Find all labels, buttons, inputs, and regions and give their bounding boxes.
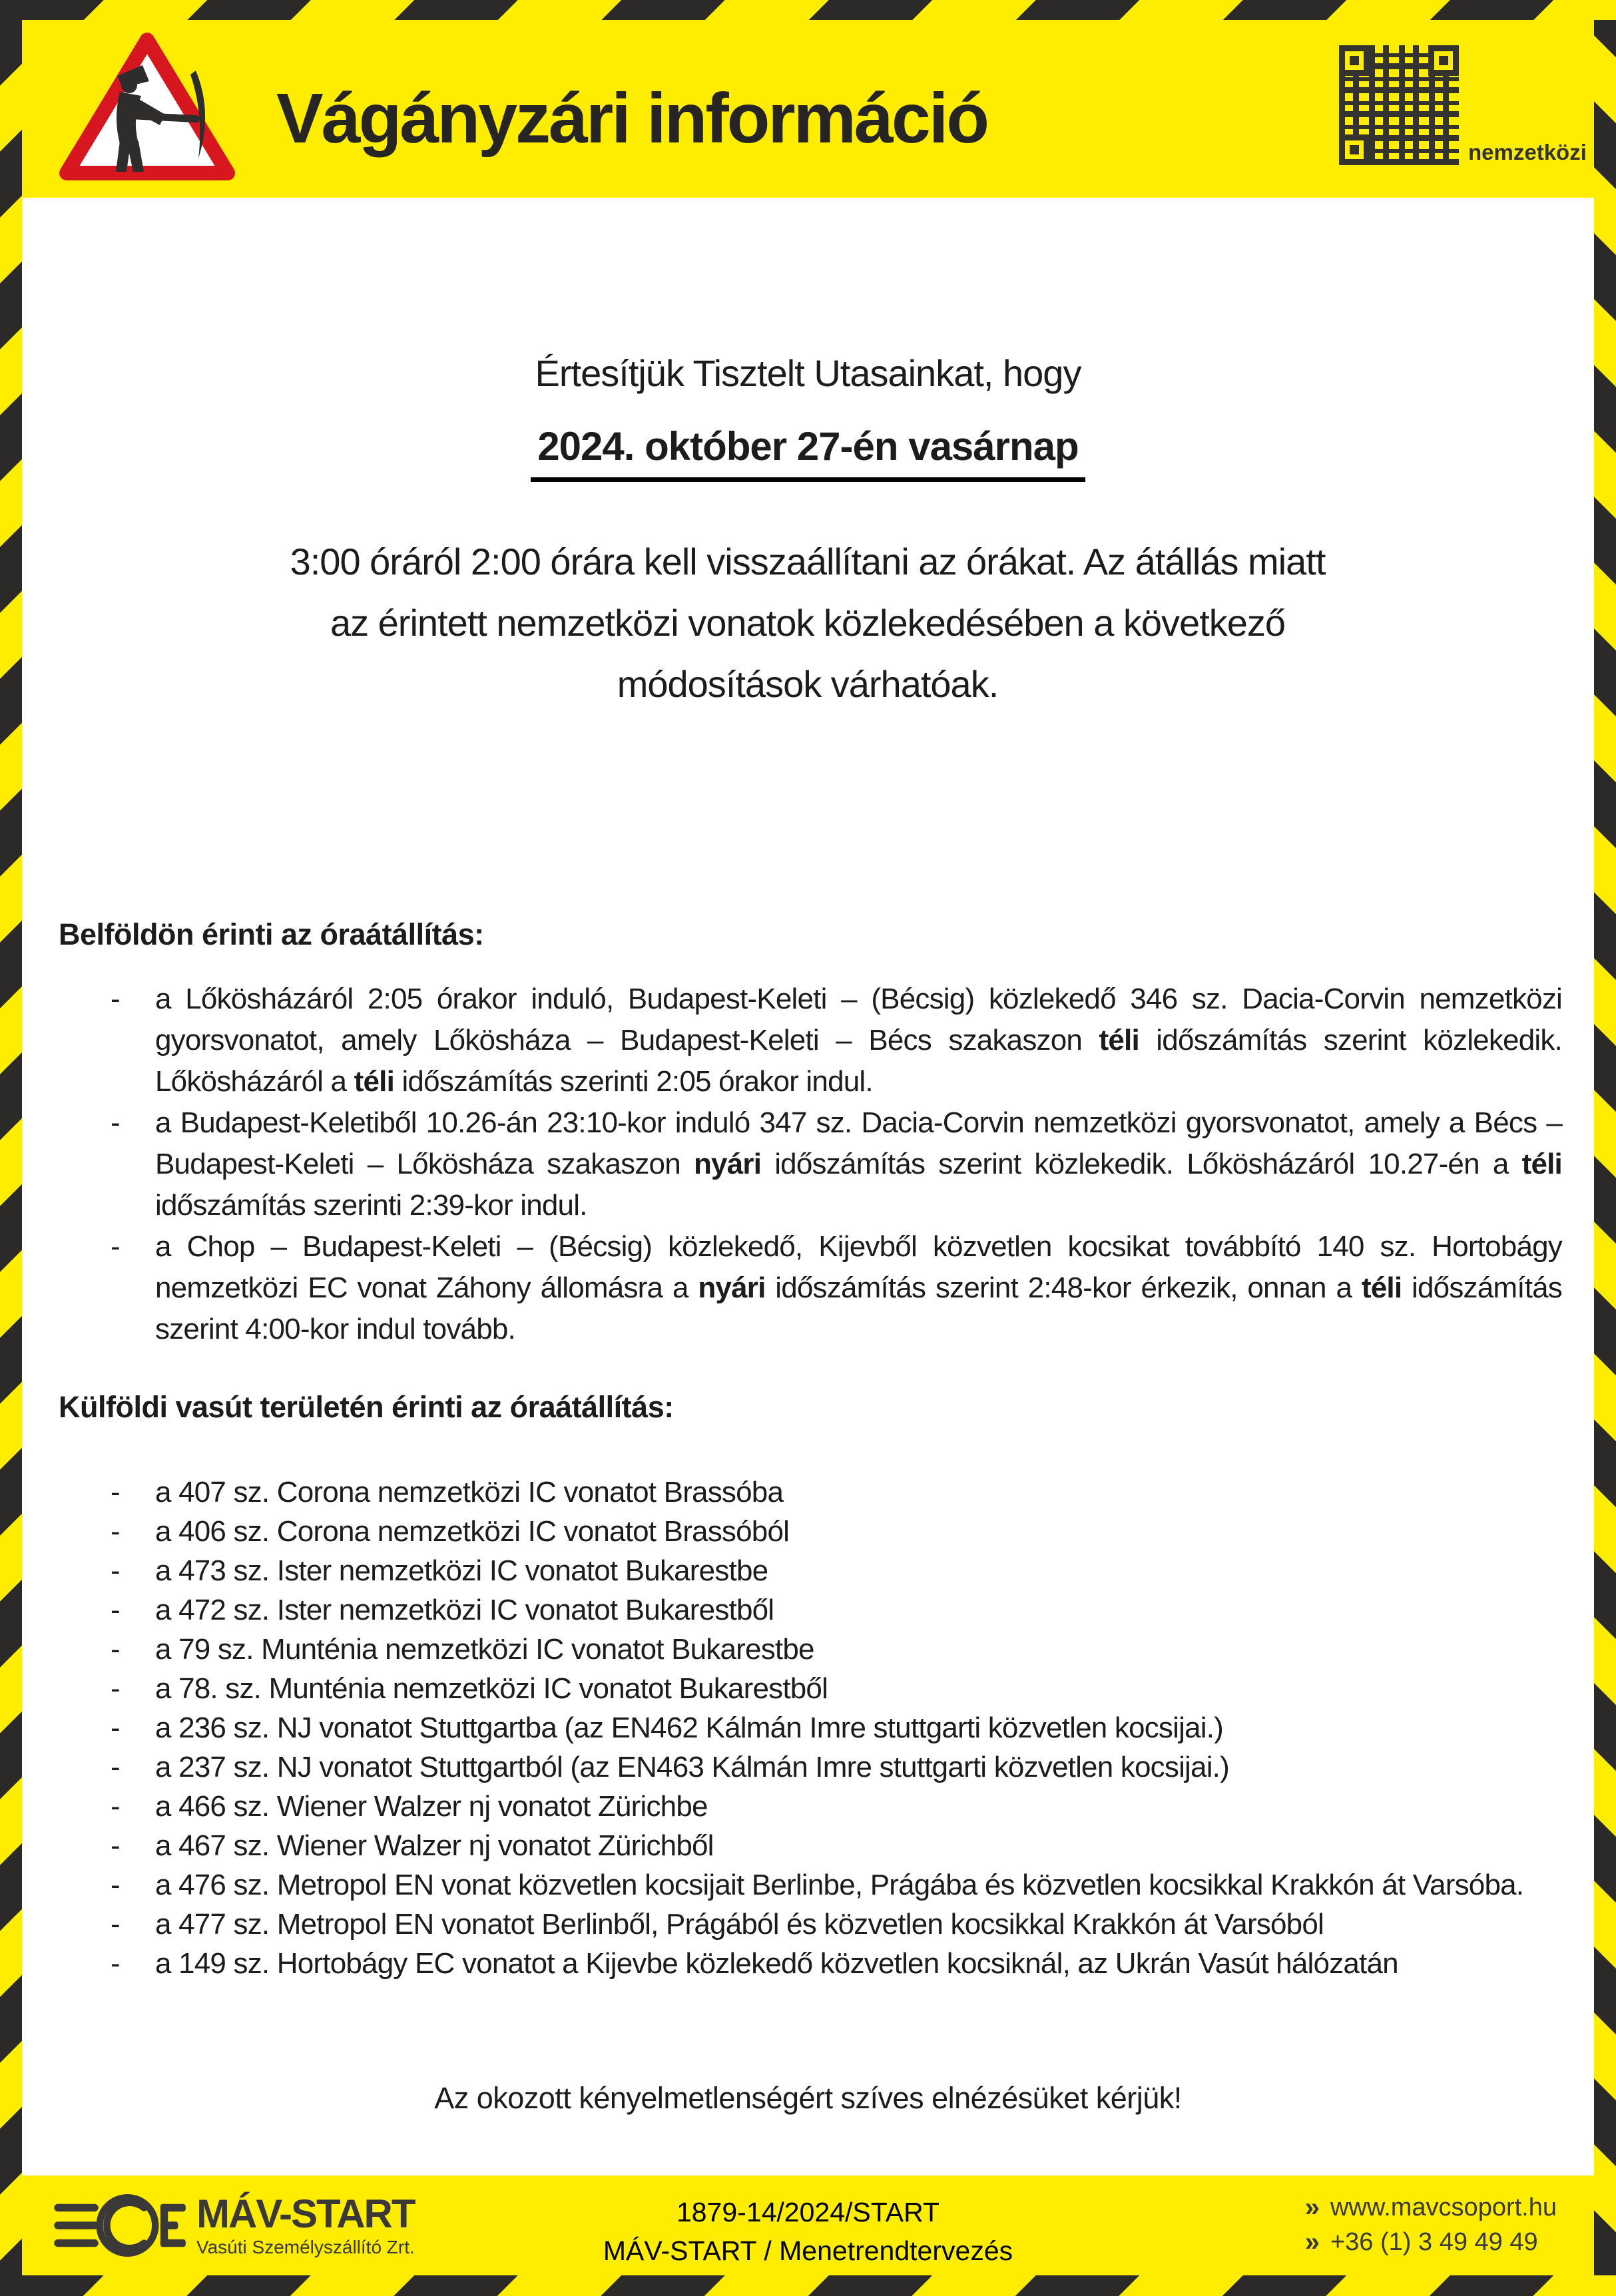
event-date [0, 423, 1616, 482]
list-item: - a Budapest-Keletiből 10.26-án 23:10-kor induló 347 sz. Dacia-Corvin nemzetközi gyorsvonatot, amely a Bécs – Budapest-Keleti – Lőkösháza szakaszon nyári időszámítás szerint közlekedik. Lőkösházáról 10.27-én a téli időszámítás szerinti 2:39-kor indul. [111, 1102, 1562, 1226]
lead-paragraph [62, 531, 1553, 715]
qr-finder-icon [1428, 45, 1459, 76]
hazard-stripe-bottom [0, 2275, 1616, 2296]
phone-link [1305, 2225, 1557, 2259]
phone-text: +36 (1) 3 49 49 49 [1330, 2228, 1538, 2256]
list-item: - a 476 sz. Metropol EN vonat közvetlen kocsijait Berlinbe, Prágába és közvetlen kocsikkal Krakkón át Varsóba. [111, 1865, 1562, 1905]
section-heading-foreign: Külföldi vasút területén érinti az óraátállítás: [59, 1390, 674, 1424]
qr-finder-icon [1339, 134, 1370, 165]
section-heading-domestic: Belföldön érinti az óraátállítás: [59, 917, 484, 951]
website-link [1305, 2190, 1557, 2225]
lead-line: módosítások várhatóak. [617, 663, 999, 705]
event-date-text: 2024. október 27-én vasárnap [531, 423, 1085, 482]
list-item: - a 477 sz. Metropol EN vonatot Berlinből, Prágából és közvetlen kocsikkal Krakkón át Varsóból [111, 1905, 1562, 1944]
lead-line: 3:00 óráról 2:00 órára kell visszaállítani az órákat. Az átállás miatt [290, 541, 1326, 582]
list-item: - a 466 sz. Wiener Walzer nj vonatot Zürichbe [111, 1787, 1562, 1826]
hazard-stripe-top [0, 0, 1616, 21]
domestic-train-list [111, 979, 1562, 1350]
list-item: - a 237 sz. NJ vonatot Stuttgartból (az EN463 Kálmán Imre stuttgarti közvetlen kocsijai.) [111, 1747, 1562, 1787]
list-item: - a 406 sz. Corona nemzetközi IC vonatot Brassóból [111, 1512, 1562, 1551]
logo-subtitle: Vasúti Személyszállító Zrt. [196, 2237, 415, 2257]
footer [22, 2176, 1594, 2275]
chevron-icon: » [1304, 2193, 1320, 2222]
list-item: - a 79 sz. Munténia nemzetközi IC vonatot Bukarestbe [111, 1630, 1562, 1669]
qr-code [1339, 45, 1459, 165]
closing-note: Az okozott kényelmetlenségért szíves elnézésüket kérjük! [434, 2081, 1182, 2115]
list-item: - a 472 sz. Ister nemzetközi IC vonatot Bukarestből [111, 1590, 1562, 1630]
list-item: - a 407 sz. Corona nemzetközi IC vonatot Brassóba [111, 1473, 1562, 1512]
footer-links [1305, 2190, 1557, 2259]
foreign-train-list [111, 1473, 1562, 1983]
lead-line: az érintett nemzetközi vonatok közlekedésében a következő [330, 602, 1286, 644]
list-item: - a 149 sz. Hortobágy EC vonatot a Kijevbe közlekedő közvetlen kocsiknál, az Ukrán Vasút hálózatán [111, 1944, 1562, 1983]
website-text: www.mavcsoport.hu [1330, 2193, 1557, 2221]
notice-line: Értesítjük Tisztelt Utasainkat, hogy [535, 352, 1081, 394]
list-item: - a 236 sz. NJ vonatot Stuttgartba (az EN462 Kálmán Imre stuttgarti közvetlen kocsijai.) [111, 1708, 1562, 1747]
list-item: - a 473 sz. Ister nemzetközi IC vonatot Bukarestbe [111, 1551, 1562, 1590]
qr-finder-icon [1339, 45, 1370, 76]
list-item: - a Lőkösházáról 2:05 órakor induló, Budapest-Keleti – (Bécsig) közlekedő 346 sz. Dacia-Corvin nemzetközi gyorsvonatot, amely Lőkösháza – Budapest-Keleti – Bécs szakaszon téli időszámítás szerint közlekedik. Lőkösházáról a téli időszámítás szerinti 2:05 órakor indul. [111, 979, 1562, 1102]
chevron-icon: » [1304, 2227, 1320, 2257]
list-item: - a 78. sz. Munténia nemzetközi IC vonatot Bukarestből [111, 1669, 1562, 1708]
list-item: - a 467 sz. Wiener Walzer nj vonatot Zürichből [111, 1826, 1562, 1865]
page-title: Vágányzári információ [276, 79, 988, 158]
list-item: - a Chop – Budapest-Keleti – (Bécsig) közlekedő, Kijevből közvetlen kocsikat továbbító 140 sz. Hortobágy nemzetközi EC vonat Záhony állomásra a nyári időszámítás szerint 2:48-kor érkezik, onnan a téli időszámítás szerint 4:00-kor indul tovább. [111, 1226, 1562, 1350]
footer-department: MÁV-START / Menetrendtervezés [603, 2235, 1013, 2266]
logo-title: MÁV-START [196, 2191, 415, 2236]
header [22, 20, 1594, 198]
roadworks-warning-icon [59, 31, 236, 185]
footer-reference: 1879-14/2024/START [676, 2197, 940, 2227]
qr-label: nemzetközi [1468, 140, 1587, 164]
